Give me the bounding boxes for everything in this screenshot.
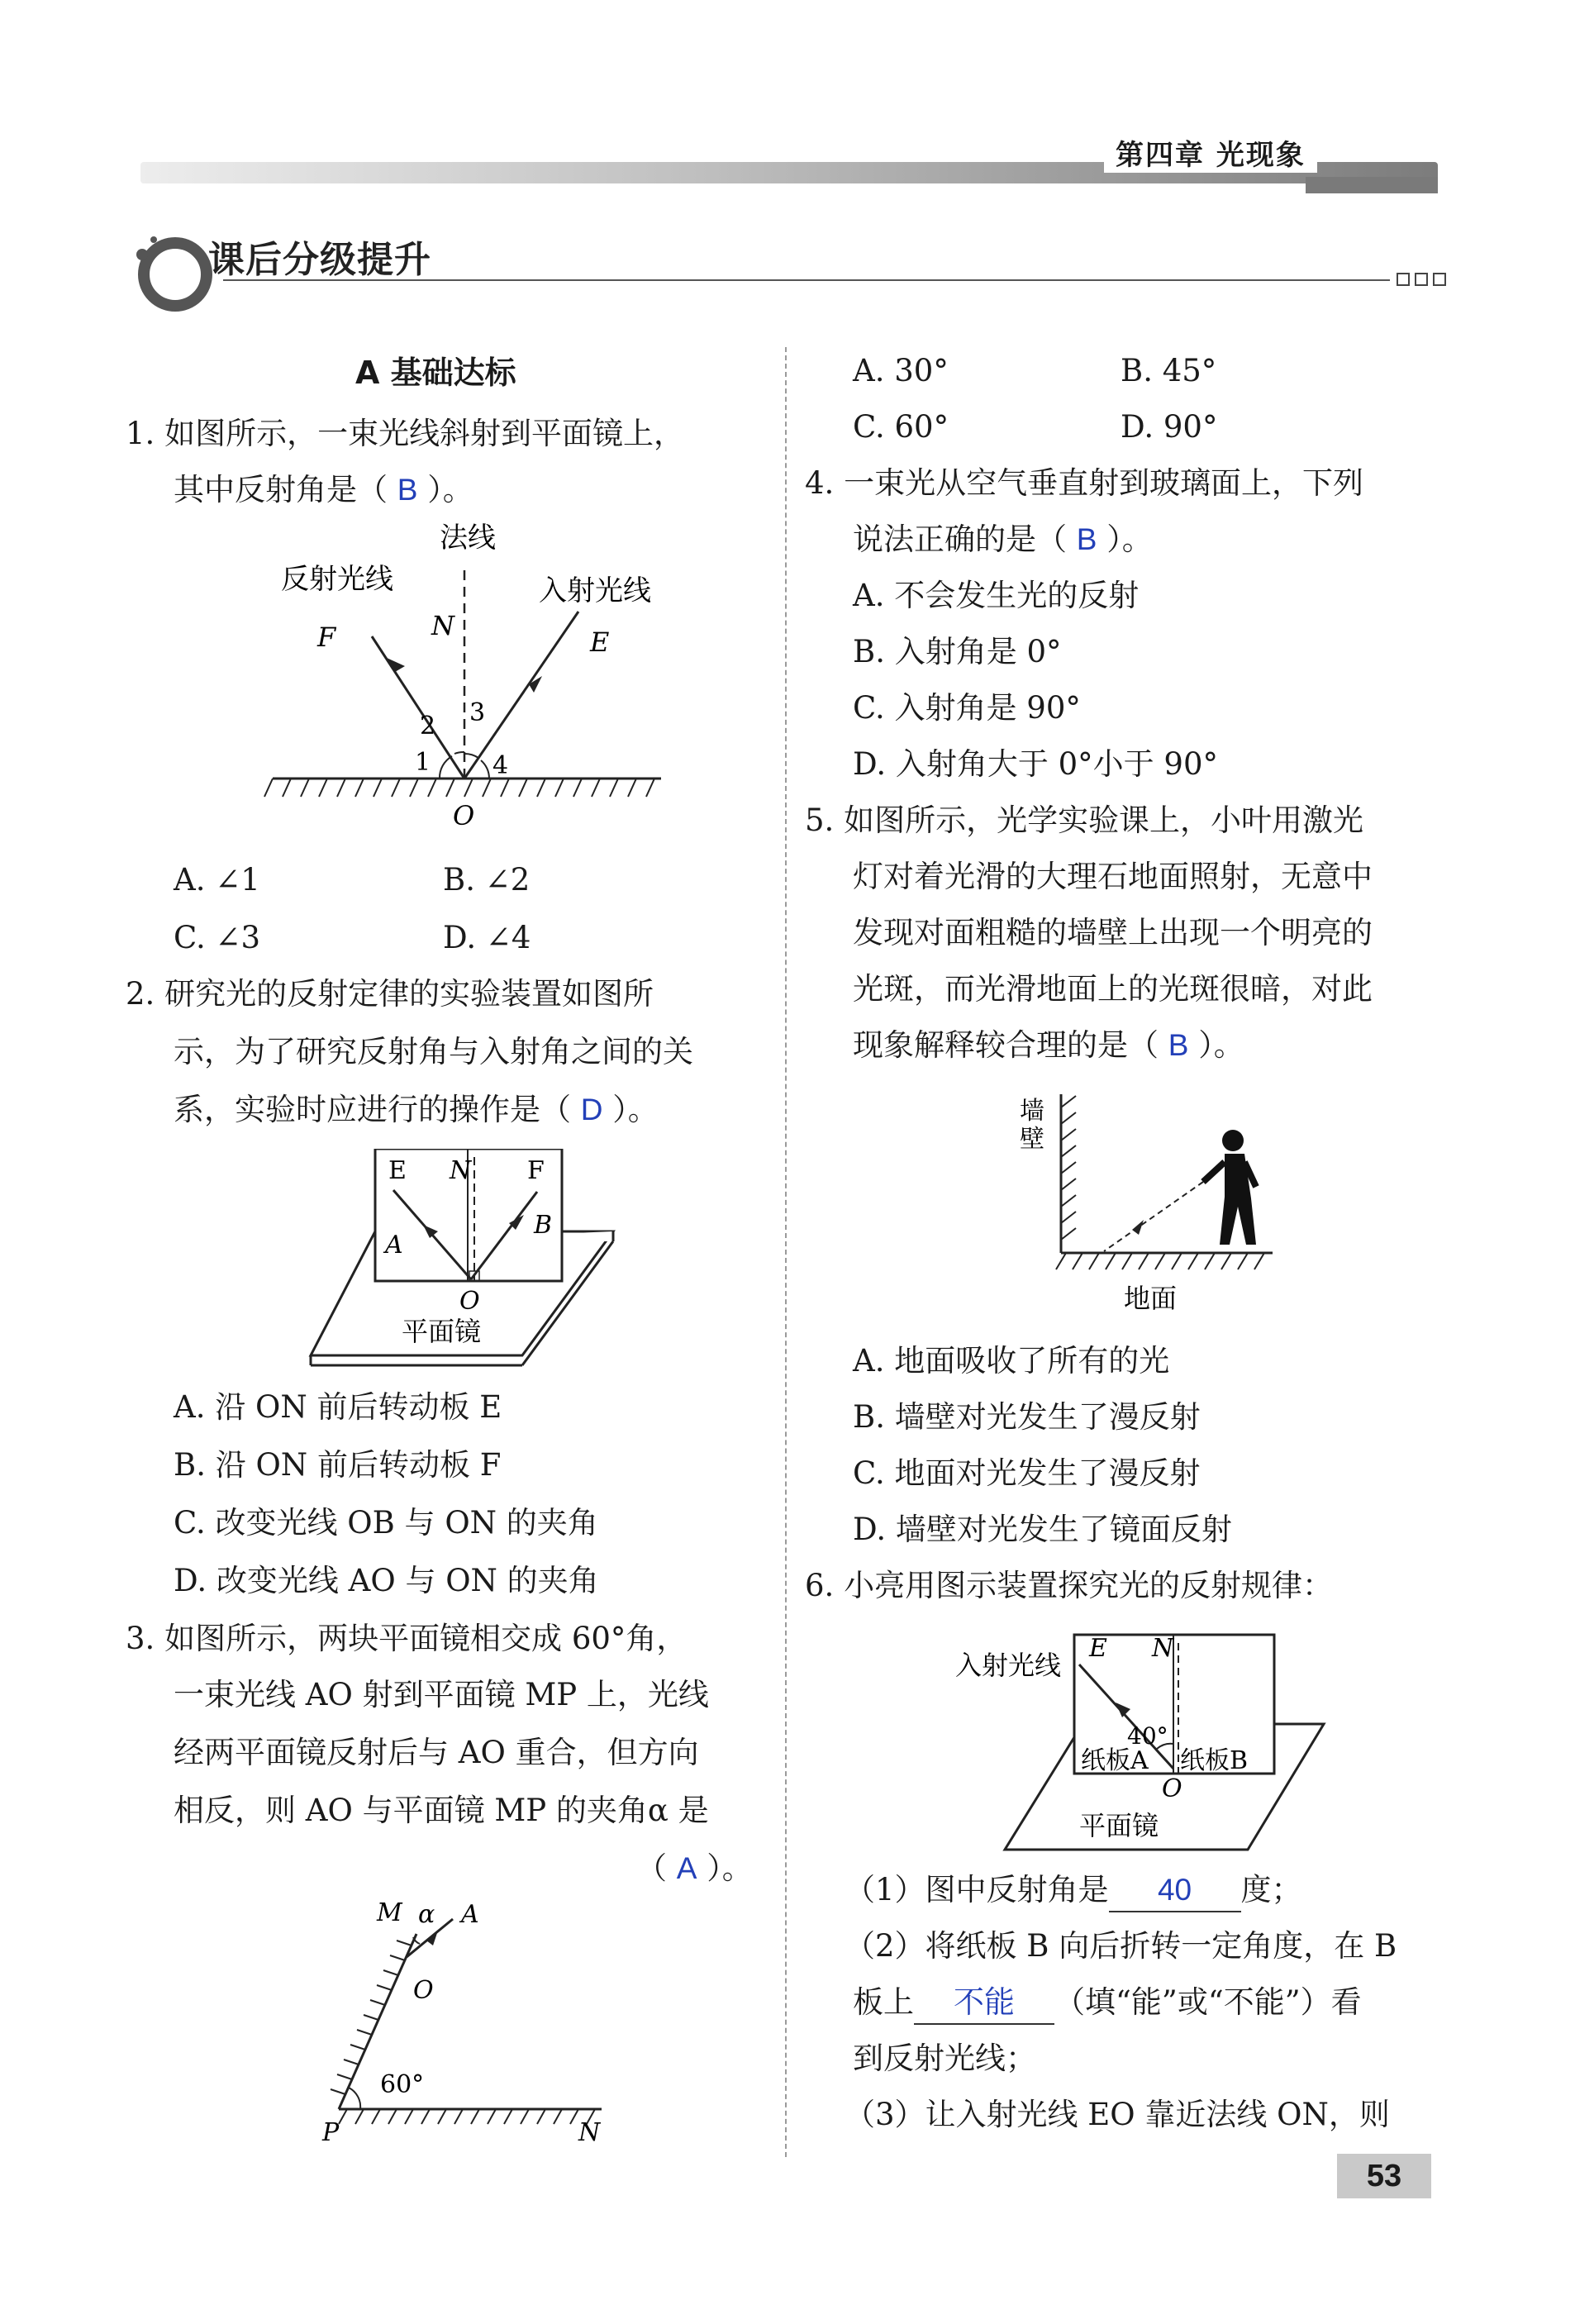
q6-fig-incident-label: 入射光线 bbox=[955, 1650, 1062, 1681]
svg-text:M: M bbox=[377, 1901, 402, 1927]
q5-answer: B bbox=[1168, 1028, 1189, 1062]
q4-option-a: A. 不会发生光的反射 bbox=[853, 578, 1140, 613]
svg-text:P: P bbox=[322, 2118, 340, 2147]
svg-text:壁: 壁 bbox=[1020, 1125, 1044, 1154]
svg-text:E: E bbox=[388, 1156, 407, 1185]
q2-option-d: D. 改变光线 AO 与 ON 的夹角 bbox=[174, 1563, 599, 1598]
q1-fig-normal-label: 法线 bbox=[440, 521, 496, 555]
q2-line2: 示，为了研究反射角与入射角之间的关 bbox=[174, 1034, 693, 1069]
q2-option-a: A. 沿 ON 前后转动板 E bbox=[174, 1389, 502, 1425]
svg-text:4: 4 bbox=[492, 751, 509, 780]
svg-text:O: O bbox=[453, 800, 475, 831]
q2-line3: 系，实验时应进行的操作是（ D ）。 bbox=[174, 1092, 659, 1127]
svg-text:B: B bbox=[534, 1211, 553, 1240]
q5-option-d: D. 墙壁对光发生了镜面反射 bbox=[853, 1512, 1232, 1547]
q3-option-a: A. 30° bbox=[853, 353, 949, 388]
q5-line4: 光斑，而光滑地面上的光斑很暗，对此 bbox=[853, 971, 1373, 1007]
q3-line4: 相反，则 AO 与平面镜 MP 的夹角α 是 bbox=[174, 1793, 709, 1828]
q6-part2-answer: 不能 bbox=[914, 1982, 1054, 2025]
svg-text:A: A bbox=[461, 1901, 479, 1929]
svg-text:N: N bbox=[1152, 1634, 1174, 1663]
q1-option-a: A. ∠1 bbox=[174, 862, 260, 898]
q3-line2: 一束光线 AO 射到平面镜 MP 上，光线 bbox=[174, 1677, 709, 1712]
section-divider bbox=[223, 279, 1390, 281]
svg-text:纸板B: 纸板B bbox=[1180, 1746, 1249, 1775]
q6-part2-line3: 到反射光线； bbox=[853, 2041, 1036, 2076]
q1-option-d: D. ∠4 bbox=[443, 920, 531, 955]
q6-figure bbox=[950, 1626, 1330, 1866]
column-divider bbox=[785, 347, 787, 2157]
q5-option-b: B. 墙壁对光发生了漫反射 bbox=[853, 1399, 1201, 1435]
q2-figure bbox=[306, 1149, 620, 1372]
header-bar-accent bbox=[1306, 177, 1438, 193]
q3-answer: A bbox=[676, 1851, 697, 1885]
svg-text:N: N bbox=[450, 1156, 472, 1185]
q4-line2: 说法正确的是（ B ）。 bbox=[853, 521, 1153, 557]
q5-line2: 灯对着光滑的大理石地面照射，无意中 bbox=[853, 859, 1373, 894]
q2-answer: D bbox=[580, 1093, 603, 1126]
svg-text:N: N bbox=[431, 610, 454, 641]
q1-option-b: B. ∠2 bbox=[443, 862, 531, 898]
svg-text:40°: 40° bbox=[1127, 1722, 1168, 1750]
q6-line1: 6. 小亮用图示装置探究光的反射规律： bbox=[805, 1568, 1334, 1603]
q3-figure bbox=[314, 1901, 611, 2149]
svg-text:O: O bbox=[459, 1287, 480, 1316]
q1-option-c: C. ∠3 bbox=[174, 920, 261, 955]
q4-answer: B bbox=[1076, 522, 1097, 556]
svg-text:60°: 60° bbox=[380, 2070, 425, 2099]
q6-part1: （1）图中反射角是 40 度； bbox=[845, 1869, 1302, 1912]
q5-line1: 5. 如图所示，光学实验课上，小叶用激光 bbox=[805, 802, 1364, 838]
q4-option-d: D. 入射角大于 0°小于 90° bbox=[853, 746, 1219, 782]
q1-figure bbox=[248, 521, 678, 851]
q1-fig-incident-label: 入射光线 bbox=[539, 574, 651, 607]
q5-line3: 发现对面粗糙的墙壁上出现一个明亮的 bbox=[853, 915, 1373, 950]
q4-line1: 4. 一束光从空气垂直射到玻璃面上，下列 bbox=[805, 465, 1364, 501]
q4-option-c: C. 入射角是 90° bbox=[853, 690, 1081, 726]
q5-option-c: C. 地面对光发生了漫反射 bbox=[853, 1455, 1201, 1491]
q2-option-c: C. 改变光线 OB 与 ON 的夹角 bbox=[174, 1505, 598, 1541]
q2-line1: 2. 研究光的反射定律的实验装置如图所 bbox=[126, 976, 654, 1012]
q5-fig-ground-label: 地面 bbox=[1124, 1283, 1178, 1314]
q3-option-d: D. 90° bbox=[1121, 409, 1218, 445]
q5-figure bbox=[1008, 1083, 1289, 1331]
q1-line1: 1. 如图所示，一束光线斜射到平面镜上， bbox=[126, 416, 685, 451]
q5-line5: 现象解释较合理的是（ B ）。 bbox=[853, 1027, 1244, 1063]
svg-text:F: F bbox=[527, 1156, 545, 1185]
svg-text:E: E bbox=[1089, 1634, 1107, 1663]
q3-option-b: B. 45° bbox=[1121, 353, 1217, 388]
svg-text:墙: 墙 bbox=[1020, 1097, 1044, 1126]
svg-text:2: 2 bbox=[420, 712, 436, 741]
q1-line2: 其中反射角是（ B ）。 bbox=[174, 472, 473, 507]
q3-option-c: C. 60° bbox=[853, 409, 949, 445]
q1-fig-reflected-label: 反射光线 bbox=[281, 563, 393, 596]
svg-text:α: α bbox=[418, 1901, 435, 1929]
chapter-title: 第四章 光现象 bbox=[1104, 132, 1317, 173]
q3-line1: 3. 如图所示，两块平面镜相交成 60°角， bbox=[126, 1621, 688, 1656]
q6-part2-line2: 板上 不能 （填“能”或“不能”）看 bbox=[853, 1982, 1362, 2025]
q2-option-b: B. 沿 ON 前后转动板 F bbox=[174, 1447, 502, 1483]
svg-text:O: O bbox=[1162, 1774, 1182, 1803]
svg-text:F: F bbox=[317, 621, 336, 653]
q4-option-b: B. 入射角是 0° bbox=[853, 634, 1062, 669]
svg-text:1: 1 bbox=[415, 748, 431, 777]
svg-text:3: 3 bbox=[469, 698, 486, 727]
svg-text:平面镜: 平面镜 bbox=[402, 1316, 482, 1347]
page-number: 53 bbox=[1337, 2154, 1431, 2198]
svg-text:平面镜: 平面镜 bbox=[1079, 1810, 1159, 1841]
q6-part2-line1: （2）将纸板 B 向后折转一定角度，在 B bbox=[845, 1928, 1397, 1964]
svg-text:纸板A: 纸板A bbox=[1081, 1746, 1149, 1775]
q5-option-a: A. 地面吸收了所有的光 bbox=[853, 1343, 1170, 1379]
section-title: 课后分级提升 bbox=[208, 239, 431, 281]
svg-text:A: A bbox=[385, 1231, 403, 1260]
q6-part3-line1: （3）让入射光线 EO 靠近法线 ON，则 bbox=[845, 2097, 1390, 2132]
svg-text:E: E bbox=[590, 626, 610, 658]
q6-part1-answer: 40 bbox=[1109, 1869, 1241, 1912]
subtitle: A 基础达标 bbox=[355, 355, 516, 391]
decor-square bbox=[1433, 273, 1446, 286]
decor-square bbox=[1397, 273, 1410, 286]
q3-line3: 经两平面镜反射后与 AO 重合，但方向 bbox=[174, 1735, 699, 1770]
q3-line5: （ A ）。 bbox=[636, 1850, 753, 1886]
q1-answer: B bbox=[397, 473, 418, 507]
svg-text:N: N bbox=[578, 2118, 601, 2147]
svg-text:O: O bbox=[413, 1976, 434, 2005]
decor-square bbox=[1415, 273, 1428, 286]
